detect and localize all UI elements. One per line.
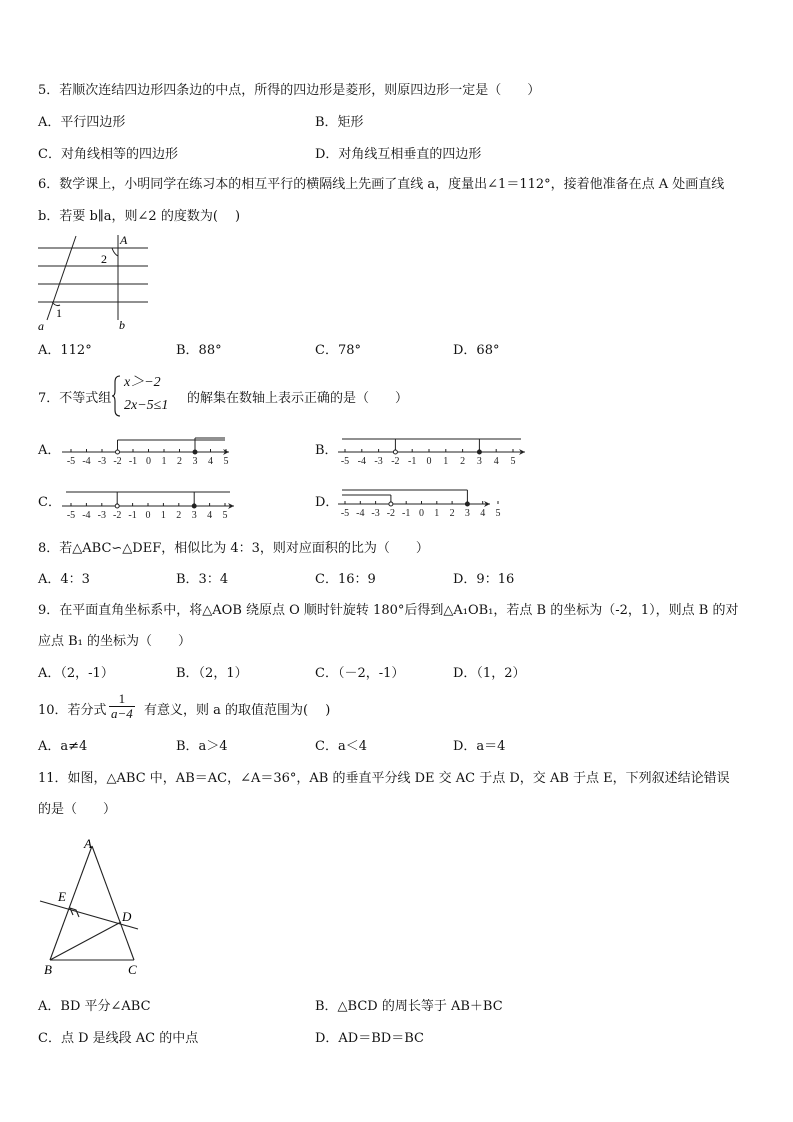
q7-inequality-1: x＞−2 [124,375,161,390]
tick-label: 0 [146,456,151,467]
tick-label: -4 [357,456,366,467]
q11-option-d[interactable]: D．AD＝BD＝BC [315,1031,424,1046]
q10-fraction [109,692,135,721]
solid-point [477,450,481,454]
q6-stem-line2: b．若要 b∥a，则∠2 的度数为( ) [38,209,241,224]
open-point [393,450,397,454]
open-point [115,504,119,508]
tick-label: -4 [82,510,91,521]
q5-option-c[interactable]: C．对角线相等的四边形 [38,147,178,162]
tick-label: 5 [223,456,229,467]
q7-number-line-d[interactable] [336,482,501,522]
tick-label: 2 [177,456,182,467]
tick-label: 1 [161,456,167,467]
tick-label: -2 [386,508,396,519]
q6-option-d[interactable]: D．68° [453,343,500,358]
q9-option-d[interactable]: D．（1，2） [453,666,526,681]
open-point [389,502,393,506]
q11-label-E: E [58,889,66,904]
q6-parallel-lines-figure [36,232,154,334]
q7-number-line-c[interactable] [60,478,240,522]
q7-option-d-letter[interactable]: D． [315,495,339,510]
open-point [116,450,120,454]
tick-label: 0 [145,510,151,521]
q10-frac-denominator: a−4 [111,706,133,721]
q8-option-a[interactable]: A．4：3 [38,572,90,587]
tick-label: -5 [340,508,350,519]
tick-label: -2 [113,510,122,521]
tick-label: 2 [449,508,455,519]
q7-stem-suffix: 的解集在数轴上表示正确的是（ ） [187,391,409,406]
q8-stem: 8．若△ABC∽△DEF，相似比为 4：3，则对应面积的比为（ ） [38,541,429,556]
q11-option-a[interactable]: A．BD 平分∠ABC [38,999,151,1014]
tick-label: 0 [419,508,424,519]
tick-label: 1 [443,456,449,467]
tick-label: -2 [113,456,122,467]
q11-triangle-figure [36,834,146,978]
tick-label: -3 [374,456,383,467]
solid-point [465,502,469,506]
q10-stem-prefix: 10．若分式 [38,703,107,718]
tick-label: -3 [97,456,107,467]
q11-label-A: A [84,836,92,851]
q10-option-a[interactable]: A．a≠4 [38,739,88,754]
tick-label: 1 [434,508,440,519]
tick-label: 1 [160,510,166,521]
tick-label: 4 [480,508,486,519]
tick-label: 4 [207,510,213,521]
q7-number-line-a[interactable] [60,430,235,470]
q5-option-d[interactable]: D．对角线互相垂直的四边形 [315,147,482,162]
tick-label: -1 [402,508,411,519]
tick-label: -1 [408,456,417,467]
tick-label: -5 [340,456,350,467]
tick-label: 3 [464,508,470,519]
tick-label: -1 [128,510,137,521]
q8-option-b[interactable]: B．3：4 [176,572,229,587]
tick-label: 5 [510,456,516,467]
q10-option-d[interactable]: D．a＝4 [453,739,506,754]
tick-label: 3 [476,456,482,467]
q8-option-d[interactable]: D．9：16 [453,572,515,587]
q7-option-a-letter[interactable]: A． [38,443,61,458]
tick-label: 0 [426,456,432,467]
q7-inequality-2: 2x−5≤1 [124,398,169,413]
tick-label: -5 [66,510,76,521]
solid-point [192,504,196,508]
q7-brace [112,374,122,418]
q10-option-b[interactable]: B．a＞4 [176,739,228,754]
q10-frac-numerator: 1 [109,692,135,707]
q9-stem-line1: 9．在平面直角坐标系中，将△AOB 绕原点 O 顺时针旋转 180°后得到△A₁OB₁，若点 B 的坐标为（-2，1），则点 B 的对 [38,603,739,618]
q7-option-b-letter[interactable]: B． [315,443,338,458]
tick-label: -5 [66,456,76,467]
q8-option-c[interactable]: C．16：9 [315,572,376,587]
tick-label: -4 [356,508,365,519]
q6-label-b: b [119,318,125,332]
tick-label: 5 [222,510,228,521]
q5-stem: 5．若顺次连结四边形四条边的中点，所得的四边形是菱形，则原四边形一定是（ ） [38,83,541,98]
tick-label: 2 [176,510,182,521]
q11-label-B: B [44,962,52,977]
q11-option-c[interactable]: C．点 D 是线段 AC 的中点 [38,1031,199,1046]
q7-number-line-b[interactable] [336,430,531,470]
q10-option-c[interactable]: C．a＜4 [315,739,367,754]
q11-option-b[interactable]: B．△BCD 的周长等于 AB＋BC [315,999,503,1014]
tick-label: -3 [371,508,380,519]
q9-option-a[interactable]: A．（2，-1） [38,666,114,681]
q7-stem-prefix: 7．不等式组 [38,391,112,406]
tick-label: 5 [495,508,501,519]
q11-stem-line1: 11．如图，△ABC 中，AB＝AC，∠A＝36°，AB 的垂直平分线 DE 交 AC 于点 D，交 AB 于点 E，下列叙述结论错误 [38,771,730,786]
q11-stem-line2: 的是（ ） [38,802,117,817]
tick-label: 3 [192,456,198,467]
q6-option-a[interactable]: A．112° [38,343,92,358]
q7-option-c-letter[interactable]: C． [38,495,61,510]
tick-label: 3 [191,510,197,521]
q5-option-a[interactable]: A．平行四边形 [38,115,126,130]
solid-point [193,450,197,454]
tick-label: -1 [128,456,138,467]
tick-label: 4 [208,456,213,467]
q6-option-c[interactable]: C．78° [315,343,361,358]
q10-stem-suffix: 有意义，则 a 的取值范围为( ) [144,703,331,718]
q9-stem-line2: 应点 B₁ 的坐标为（ ） [38,634,192,649]
tick-label: -4 [82,456,91,467]
tick-label: 4 [493,456,499,467]
q6-option-b[interactable]: B．88° [176,343,222,358]
q9-option-b[interactable]: B．（2，1） [176,666,248,681]
q6-label-1: 1 [56,306,62,320]
q6-label-a: a [38,319,44,333]
tick-label: -2 [391,456,400,467]
q5-option-b[interactable]: B．矩形 [315,115,364,130]
q9-option-c[interactable]: C．（－2，-1） [315,666,405,681]
q11-label-D: D [122,909,132,924]
q6-label-2: 2 [101,252,107,266]
tick-label: -3 [97,510,106,521]
q11-label-C: C [128,962,137,977]
q6-label-A: A [120,233,128,247]
tick-label: 2 [460,456,466,467]
q6-stem-line1: 6．数学课上，小明同学在练习本的相互平行的横隔线上先画了直线 a，度量出∠1＝112°，接着他准备在点 A 处画直线 [38,177,725,192]
